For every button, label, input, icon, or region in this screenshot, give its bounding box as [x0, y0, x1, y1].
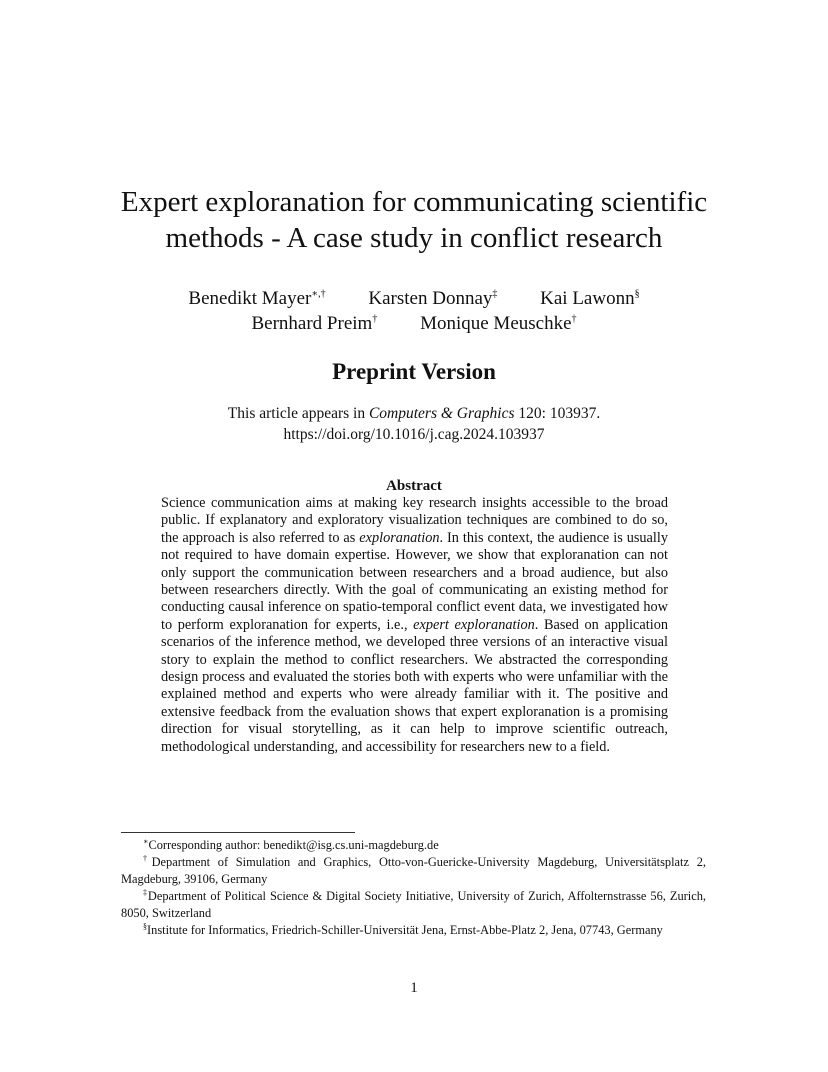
- abstract-heading: Abstract: [386, 478, 442, 494]
- affiliation-mark: §: [634, 288, 640, 300]
- author: [251, 311, 377, 336]
- footnote-mark: ‡: [143, 887, 148, 897]
- author-list: [100, 286, 728, 336]
- footnote-mark: §: [143, 921, 147, 931]
- footnote-affiliation-magdeburg: [121, 854, 706, 888]
- page-number: 1: [410, 980, 418, 996]
- footnote-divider: [121, 832, 355, 833]
- paper-title: [100, 184, 728, 256]
- footnote-affiliation-zurich: [121, 888, 706, 922]
- doi-link[interactable]: https://doi.org/10.1016/j.cag.2024.103937: [283, 426, 545, 443]
- author-name: Kai Lawonn: [540, 288, 635, 309]
- journal-name: Computers & Graphics: [368, 405, 515, 422]
- author: [188, 286, 325, 311]
- title-line-1: Expert exploranation for communicating scientific: [120, 186, 708, 218]
- abstract-text-2: . In this context, the audience is usually not required to have domain expertise. However, we show that exploranation can not only support the communication between researchers and a broad audience, but also between researchers directly. With the goal of communicating an existing method for conducting causal inference on spatio-temporal conflict event data, we investigated how to perform exploranation for experts, i.e.,: [161, 529, 668, 633]
- citation-line: [100, 403, 728, 424]
- footnote-corresponding-author: [121, 837, 706, 854]
- affiliation-mark: †: [372, 313, 378, 325]
- affiliation-mark: †: [571, 313, 577, 325]
- footnote-text: Corresponding author: benedikt@isg.cs.uni-magdeburg.de: [148, 838, 439, 852]
- affiliation-mark: ‡: [492, 288, 498, 300]
- author-name: Monique Meuschke: [420, 313, 572, 334]
- footnote-text: Institute for Informatics, Friedrich-Schiller-Universität Jena, Ernst-Abbe-Platz 2, Jena, 07743, Germany: [147, 923, 663, 937]
- author: [368, 286, 497, 311]
- title-line-2: methods - A case study in conflict research: [165, 222, 663, 254]
- citation-prefix: This article appears in: [227, 405, 369, 422]
- abstract-term-expert-exploranation: expert exploranation: [413, 616, 535, 633]
- footnote-mark: †: [143, 853, 152, 863]
- abstract-text-1: Science communication aims at making key research insights accessible to the broad public. If explanatory and exploratory visualization techniques are combined to do so, the approach is also referred to as: [161, 495, 668, 546]
- preprint-label: Preprint Version: [332, 359, 496, 384]
- abstract-term-exploranation: exploranation: [359, 529, 440, 546]
- author-row-2: [100, 311, 728, 336]
- author: [540, 286, 639, 311]
- author-row-1: [100, 286, 728, 311]
- author-name: Benedikt Mayer: [188, 288, 312, 309]
- footnote-text: Department of Political Science & Digital Society Initiative, University of Zurich, Affolternstrasse 56, Zurich, 8050, Switzerland: [121, 889, 706, 920]
- footnote-affiliation-jena: [121, 922, 706, 939]
- author-name: Bernhard Preim: [251, 313, 373, 334]
- abstract-text-3: . Based on application scenarios of the inference method, we developed three versions of an interactive visual story to explain the method to conflict researchers. We abstracted the corresponding design process and evaluated the stories both with experts who were unfamiliar with the explained method and experts who were already familiar with it. The positive and extensive feedback from the evaluation shows that expert exploranation is a promising direction for visual storytelling, as it can help to improve scientific outreach, methodological understanding, and accessibility for researchers new to a field.: [161, 616, 668, 755]
- affiliation-mark: ∗,†: [311, 288, 326, 300]
- citation-suffix: 120: 103937.: [514, 405, 601, 422]
- abstract-body: [161, 495, 668, 756]
- author: [420, 311, 576, 336]
- footnotes: [121, 837, 706, 939]
- footnote-text: Department of Simulation and Graphics, Otto-von-Guericke-University Magdeburg, Universitätsplatz 2, Magdeburg, 39106, Germany: [121, 855, 706, 886]
- citation-notice: [100, 403, 728, 445]
- author-name: Karsten Donnay: [368, 288, 493, 309]
- footnote-mark: ∗: [143, 836, 149, 846]
